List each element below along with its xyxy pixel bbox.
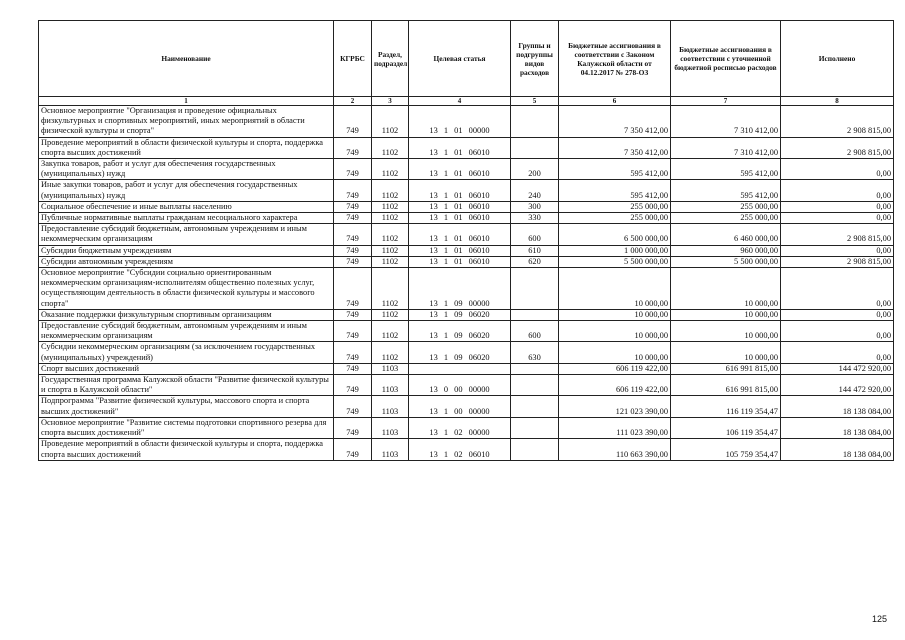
row-plan-amount: 1 000 000,00 bbox=[559, 245, 671, 256]
row-plan-amount: 121 023 390,00 bbox=[559, 396, 671, 417]
row-razdel: 1102 bbox=[372, 201, 409, 212]
row-done-amount: 0,00 bbox=[781, 342, 894, 363]
row-razdel: 1102 bbox=[372, 106, 409, 138]
row-plan-amount: 595 412,00 bbox=[559, 180, 671, 201]
row-plan-amount: 5 500 000,00 bbox=[559, 256, 671, 267]
header-budget-law: Бюджетные ассигнования в соответствии с Законом Калужской области от 04.12.2017 № 278-ОЗ bbox=[559, 21, 671, 97]
row-plan-amount: 606 119 422,00 bbox=[559, 375, 671, 396]
row-name: Оказание поддержки физкультурным спортивным организациям bbox=[39, 309, 334, 320]
row-vid bbox=[511, 106, 559, 138]
row-name: Основное мероприятие "Развитие системы подготовки спортивного резерва для спорта высших достижений" bbox=[39, 417, 334, 438]
table-row bbox=[39, 159, 894, 180]
table-row bbox=[39, 245, 894, 256]
row-tselevaya: 13 1 01 06010 bbox=[409, 180, 511, 201]
row-razdel: 1103 bbox=[372, 417, 409, 438]
row-done-amount: 0,00 bbox=[781, 159, 894, 180]
row-name: Субсидии автономным учреждениям bbox=[39, 256, 334, 267]
row-rospis-amount: 116 119 354,47 bbox=[671, 396, 781, 417]
row-name: Основное мероприятие "Организация и проведение официальных физкультурных и спортивных мероприятий, иных мероприятий в области физической культуры и спорта" bbox=[39, 106, 334, 138]
column-number: 8 bbox=[781, 97, 894, 106]
row-tselevaya: 13 1 02 00000 bbox=[409, 417, 511, 438]
budget-table bbox=[38, 20, 894, 461]
row-plan-amount: 10 000,00 bbox=[559, 342, 671, 363]
row-kgrbs: 749 bbox=[334, 417, 372, 438]
row-plan-amount: 111 023 390,00 bbox=[559, 417, 671, 438]
row-kgrbs: 749 bbox=[334, 180, 372, 201]
row-vid bbox=[511, 396, 559, 417]
header-tselevaya: Целевая статья bbox=[409, 21, 511, 97]
row-plan-amount: 595 412,00 bbox=[559, 159, 671, 180]
row-vid: 240 bbox=[511, 180, 559, 201]
row-vid bbox=[511, 363, 559, 374]
row-kgrbs: 749 bbox=[334, 201, 372, 212]
row-kgrbs: 749 bbox=[334, 159, 372, 180]
table-row bbox=[39, 375, 894, 396]
row-plan-amount: 6 500 000,00 bbox=[559, 224, 671, 245]
row-name: Закупка товаров, работ и услуг для обеспечения государственных (муниципальных) нужд bbox=[39, 159, 334, 180]
row-kgrbs: 749 bbox=[334, 245, 372, 256]
row-vid: 300 bbox=[511, 201, 559, 212]
row-tselevaya: 13 1 02 06010 bbox=[409, 439, 511, 460]
row-plan-amount: 10 000,00 bbox=[559, 321, 671, 342]
page-number: 125 bbox=[871, 614, 887, 624]
row-razdel: 1102 bbox=[372, 321, 409, 342]
row-razdel: 1102 bbox=[372, 213, 409, 224]
header-name: Наименование bbox=[39, 21, 334, 97]
row-plan-amount: 10 000,00 bbox=[559, 268, 671, 310]
column-number-row bbox=[39, 97, 894, 106]
row-rospis-amount: 595 412,00 bbox=[671, 159, 781, 180]
column-number: 4 bbox=[409, 97, 511, 106]
row-vid bbox=[511, 439, 559, 460]
row-plan-amount: 255 000,00 bbox=[559, 213, 671, 224]
row-plan-amount: 10 000,00 bbox=[559, 309, 671, 320]
row-razdel: 1102 bbox=[372, 268, 409, 310]
row-tselevaya: 13 1 09 00000 bbox=[409, 268, 511, 310]
row-razdel: 1102 bbox=[372, 342, 409, 363]
row-razdel: 1102 bbox=[372, 180, 409, 201]
row-done-amount: 2 908 815,00 bbox=[781, 256, 894, 267]
row-rospis-amount: 10 000,00 bbox=[671, 321, 781, 342]
row-done-amount: 0,00 bbox=[781, 180, 894, 201]
row-name: Спорт высших достижений bbox=[39, 363, 334, 374]
row-done-amount: 18 138 084,00 bbox=[781, 439, 894, 460]
row-plan-amount: 110 663 390,00 bbox=[559, 439, 671, 460]
row-vid bbox=[511, 309, 559, 320]
row-razdel: 1103 bbox=[372, 439, 409, 460]
column-number: 5 bbox=[511, 97, 559, 106]
row-done-amount: 0,00 bbox=[781, 321, 894, 342]
row-rospis-amount: 960 000,00 bbox=[671, 245, 781, 256]
row-razdel: 1103 bbox=[372, 363, 409, 374]
table-row bbox=[39, 417, 894, 438]
row-kgrbs: 749 bbox=[334, 224, 372, 245]
row-razdel: 1103 bbox=[372, 375, 409, 396]
column-number: 6 bbox=[559, 97, 671, 106]
table-row bbox=[39, 224, 894, 245]
row-done-amount: 2 908 815,00 bbox=[781, 224, 894, 245]
row-rospis-amount: 106 119 354,47 bbox=[671, 417, 781, 438]
row-kgrbs: 749 bbox=[334, 137, 372, 158]
row-kgrbs: 749 bbox=[334, 363, 372, 374]
table-header-row bbox=[39, 21, 894, 97]
row-vid: 600 bbox=[511, 321, 559, 342]
row-vid: 630 bbox=[511, 342, 559, 363]
row-tselevaya: 13 1 01 06010 bbox=[409, 159, 511, 180]
row-name: Субсидии бюджетным учреждениям bbox=[39, 245, 334, 256]
row-name: Основное мероприятие "Субсидии социально ориентированным некоммерческим организациям-исполнителям общественно полезных услуг, осуществляющим деятельность в области физической культуры и массового спорта" bbox=[39, 268, 334, 310]
row-vid: 600 bbox=[511, 224, 559, 245]
row-kgrbs: 749 bbox=[334, 439, 372, 460]
row-name: Государственная программа Калужской области "Развитие физической культуры и спорта в Калужской области" bbox=[39, 375, 334, 396]
row-name: Проведение мероприятий в области физической культуры и спорта, поддержка спорта высших достижений bbox=[39, 137, 334, 158]
row-done-amount: 0,00 bbox=[781, 245, 894, 256]
column-number: 3 bbox=[372, 97, 409, 106]
column-number: 1 bbox=[39, 97, 334, 106]
row-tselevaya: 13 1 01 06010 bbox=[409, 224, 511, 245]
row-razdel: 1102 bbox=[372, 159, 409, 180]
row-rospis-amount: 7 310 412,00 bbox=[671, 106, 781, 138]
row-name: Проведение мероприятий в области физической культуры и спорта, поддержка спорта высших достижений bbox=[39, 439, 334, 460]
table-row bbox=[39, 363, 894, 374]
table-row bbox=[39, 256, 894, 267]
header-kgrbs: КГРБС bbox=[334, 21, 372, 97]
row-plan-amount: 7 350 412,00 bbox=[559, 137, 671, 158]
row-tselevaya: 13 1 00 00000 bbox=[409, 396, 511, 417]
row-vid bbox=[511, 375, 559, 396]
row-done-amount: 2 908 815,00 bbox=[781, 106, 894, 138]
row-razdel: 1102 bbox=[372, 245, 409, 256]
row-razdel: 1102 bbox=[372, 256, 409, 267]
row-kgrbs: 749 bbox=[334, 342, 372, 363]
row-kgrbs: 749 bbox=[334, 256, 372, 267]
row-vid bbox=[511, 268, 559, 310]
row-done-amount: 0,00 bbox=[781, 201, 894, 212]
table-row bbox=[39, 396, 894, 417]
row-kgrbs: 749 bbox=[334, 396, 372, 417]
row-tselevaya: 13 1 01 06010 bbox=[409, 213, 511, 224]
table-row bbox=[39, 137, 894, 158]
row-plan-amount: 7 350 412,00 bbox=[559, 106, 671, 138]
row-plan-amount: 255 000,00 bbox=[559, 201, 671, 212]
row-name: Иные закупки товаров, работ и услуг для обеспечения государственных (муниципальных) нужд bbox=[39, 180, 334, 201]
row-rospis-amount: 7 310 412,00 bbox=[671, 137, 781, 158]
column-number: 2 bbox=[334, 97, 372, 106]
row-rospis-amount: 6 460 000,00 bbox=[671, 224, 781, 245]
row-name: Предоставление субсидий бюджетным, автономным учреждениям и иным некоммерческим организациям bbox=[39, 321, 334, 342]
row-name: Субсидии некоммерческим организациям (за исключением государственных (муниципальных) учреждений) bbox=[39, 342, 334, 363]
table-row bbox=[39, 321, 894, 342]
table-row bbox=[39, 213, 894, 224]
row-vid: 200 bbox=[511, 159, 559, 180]
row-name: Предоставление субсидий бюджетным, автономным учреждениям и иным некоммерческим организациям bbox=[39, 224, 334, 245]
row-name: Подпрограмма "Развитие физической культуры, массового спорта и спорта высших достижений" bbox=[39, 396, 334, 417]
row-vid bbox=[511, 417, 559, 438]
row-kgrbs: 749 bbox=[334, 375, 372, 396]
table-row bbox=[39, 342, 894, 363]
row-done-amount: 144 472 920,00 bbox=[781, 363, 894, 374]
table-row bbox=[39, 268, 894, 310]
row-tselevaya: 13 1 01 06010 bbox=[409, 137, 511, 158]
row-razdel: 1102 bbox=[372, 224, 409, 245]
row-tselevaya bbox=[409, 363, 511, 374]
row-rospis-amount: 10 000,00 bbox=[671, 342, 781, 363]
row-rospis-amount: 616 991 815,00 bbox=[671, 375, 781, 396]
table-row bbox=[39, 201, 894, 212]
row-done-amount: 0,00 bbox=[781, 213, 894, 224]
table-row bbox=[39, 180, 894, 201]
row-rospis-amount: 255 000,00 bbox=[671, 213, 781, 224]
row-vid: 620 bbox=[511, 256, 559, 267]
header-budget-rospis: Бюджетные ассигнования в соответствии с уточненной бюджетной росписью расходов bbox=[671, 21, 781, 97]
row-done-amount: 2 908 815,00 bbox=[781, 137, 894, 158]
row-razdel: 1102 bbox=[372, 137, 409, 158]
row-kgrbs: 749 bbox=[334, 309, 372, 320]
row-rospis-amount: 10 000,00 bbox=[671, 268, 781, 310]
row-razdel: 1103 bbox=[372, 396, 409, 417]
row-plan-amount: 606 119 422,00 bbox=[559, 363, 671, 374]
table-body bbox=[39, 106, 894, 461]
column-number: 7 bbox=[671, 97, 781, 106]
row-rospis-amount: 616 991 815,00 bbox=[671, 363, 781, 374]
row-tselevaya: 13 1 01 06010 bbox=[409, 201, 511, 212]
row-rospis-amount: 595 412,00 bbox=[671, 180, 781, 201]
row-vid: 330 bbox=[511, 213, 559, 224]
header-razdel: Раздел, подраздел bbox=[372, 21, 409, 97]
row-name: Социальное обеспечение и иные выплаты населению bbox=[39, 201, 334, 212]
row-vid bbox=[511, 137, 559, 158]
row-tselevaya: 13 1 01 06010 bbox=[409, 256, 511, 267]
row-tselevaya: 13 1 01 06010 bbox=[409, 245, 511, 256]
row-kgrbs: 749 bbox=[334, 321, 372, 342]
row-kgrbs: 749 bbox=[334, 106, 372, 138]
row-tselevaya: 13 1 09 06020 bbox=[409, 342, 511, 363]
header-gruppy: Группы и подгруппы видов расходов bbox=[511, 21, 559, 97]
table-row bbox=[39, 106, 894, 138]
header-ispolneno: Исполнено bbox=[781, 21, 894, 97]
row-rospis-amount: 10 000,00 bbox=[671, 309, 781, 320]
table-row bbox=[39, 439, 894, 460]
budget-table-sheet bbox=[38, 20, 893, 461]
row-name: Публичные нормативные выплаты гражданам несоциального характера bbox=[39, 213, 334, 224]
row-kgrbs: 749 bbox=[334, 213, 372, 224]
row-vid: 610 bbox=[511, 245, 559, 256]
row-done-amount: 0,00 bbox=[781, 268, 894, 310]
row-kgrbs: 749 bbox=[334, 268, 372, 310]
row-tselevaya: 13 1 09 06020 bbox=[409, 321, 511, 342]
row-done-amount: 144 472 920,00 bbox=[781, 375, 894, 396]
row-done-amount: 18 138 084,00 bbox=[781, 396, 894, 417]
row-rospis-amount: 5 500 000,00 bbox=[671, 256, 781, 267]
row-razdel: 1102 bbox=[372, 309, 409, 320]
row-tselevaya: 13 1 01 00000 bbox=[409, 106, 511, 138]
row-tselevaya: 13 0 00 00000 bbox=[409, 375, 511, 396]
row-done-amount: 0,00 bbox=[781, 309, 894, 320]
table-row bbox=[39, 309, 894, 320]
row-tselevaya: 13 1 09 06020 bbox=[409, 309, 511, 320]
row-done-amount: 18 138 084,00 bbox=[781, 417, 894, 438]
row-rospis-amount: 105 759 354,47 bbox=[671, 439, 781, 460]
row-rospis-amount: 255 000,00 bbox=[671, 201, 781, 212]
